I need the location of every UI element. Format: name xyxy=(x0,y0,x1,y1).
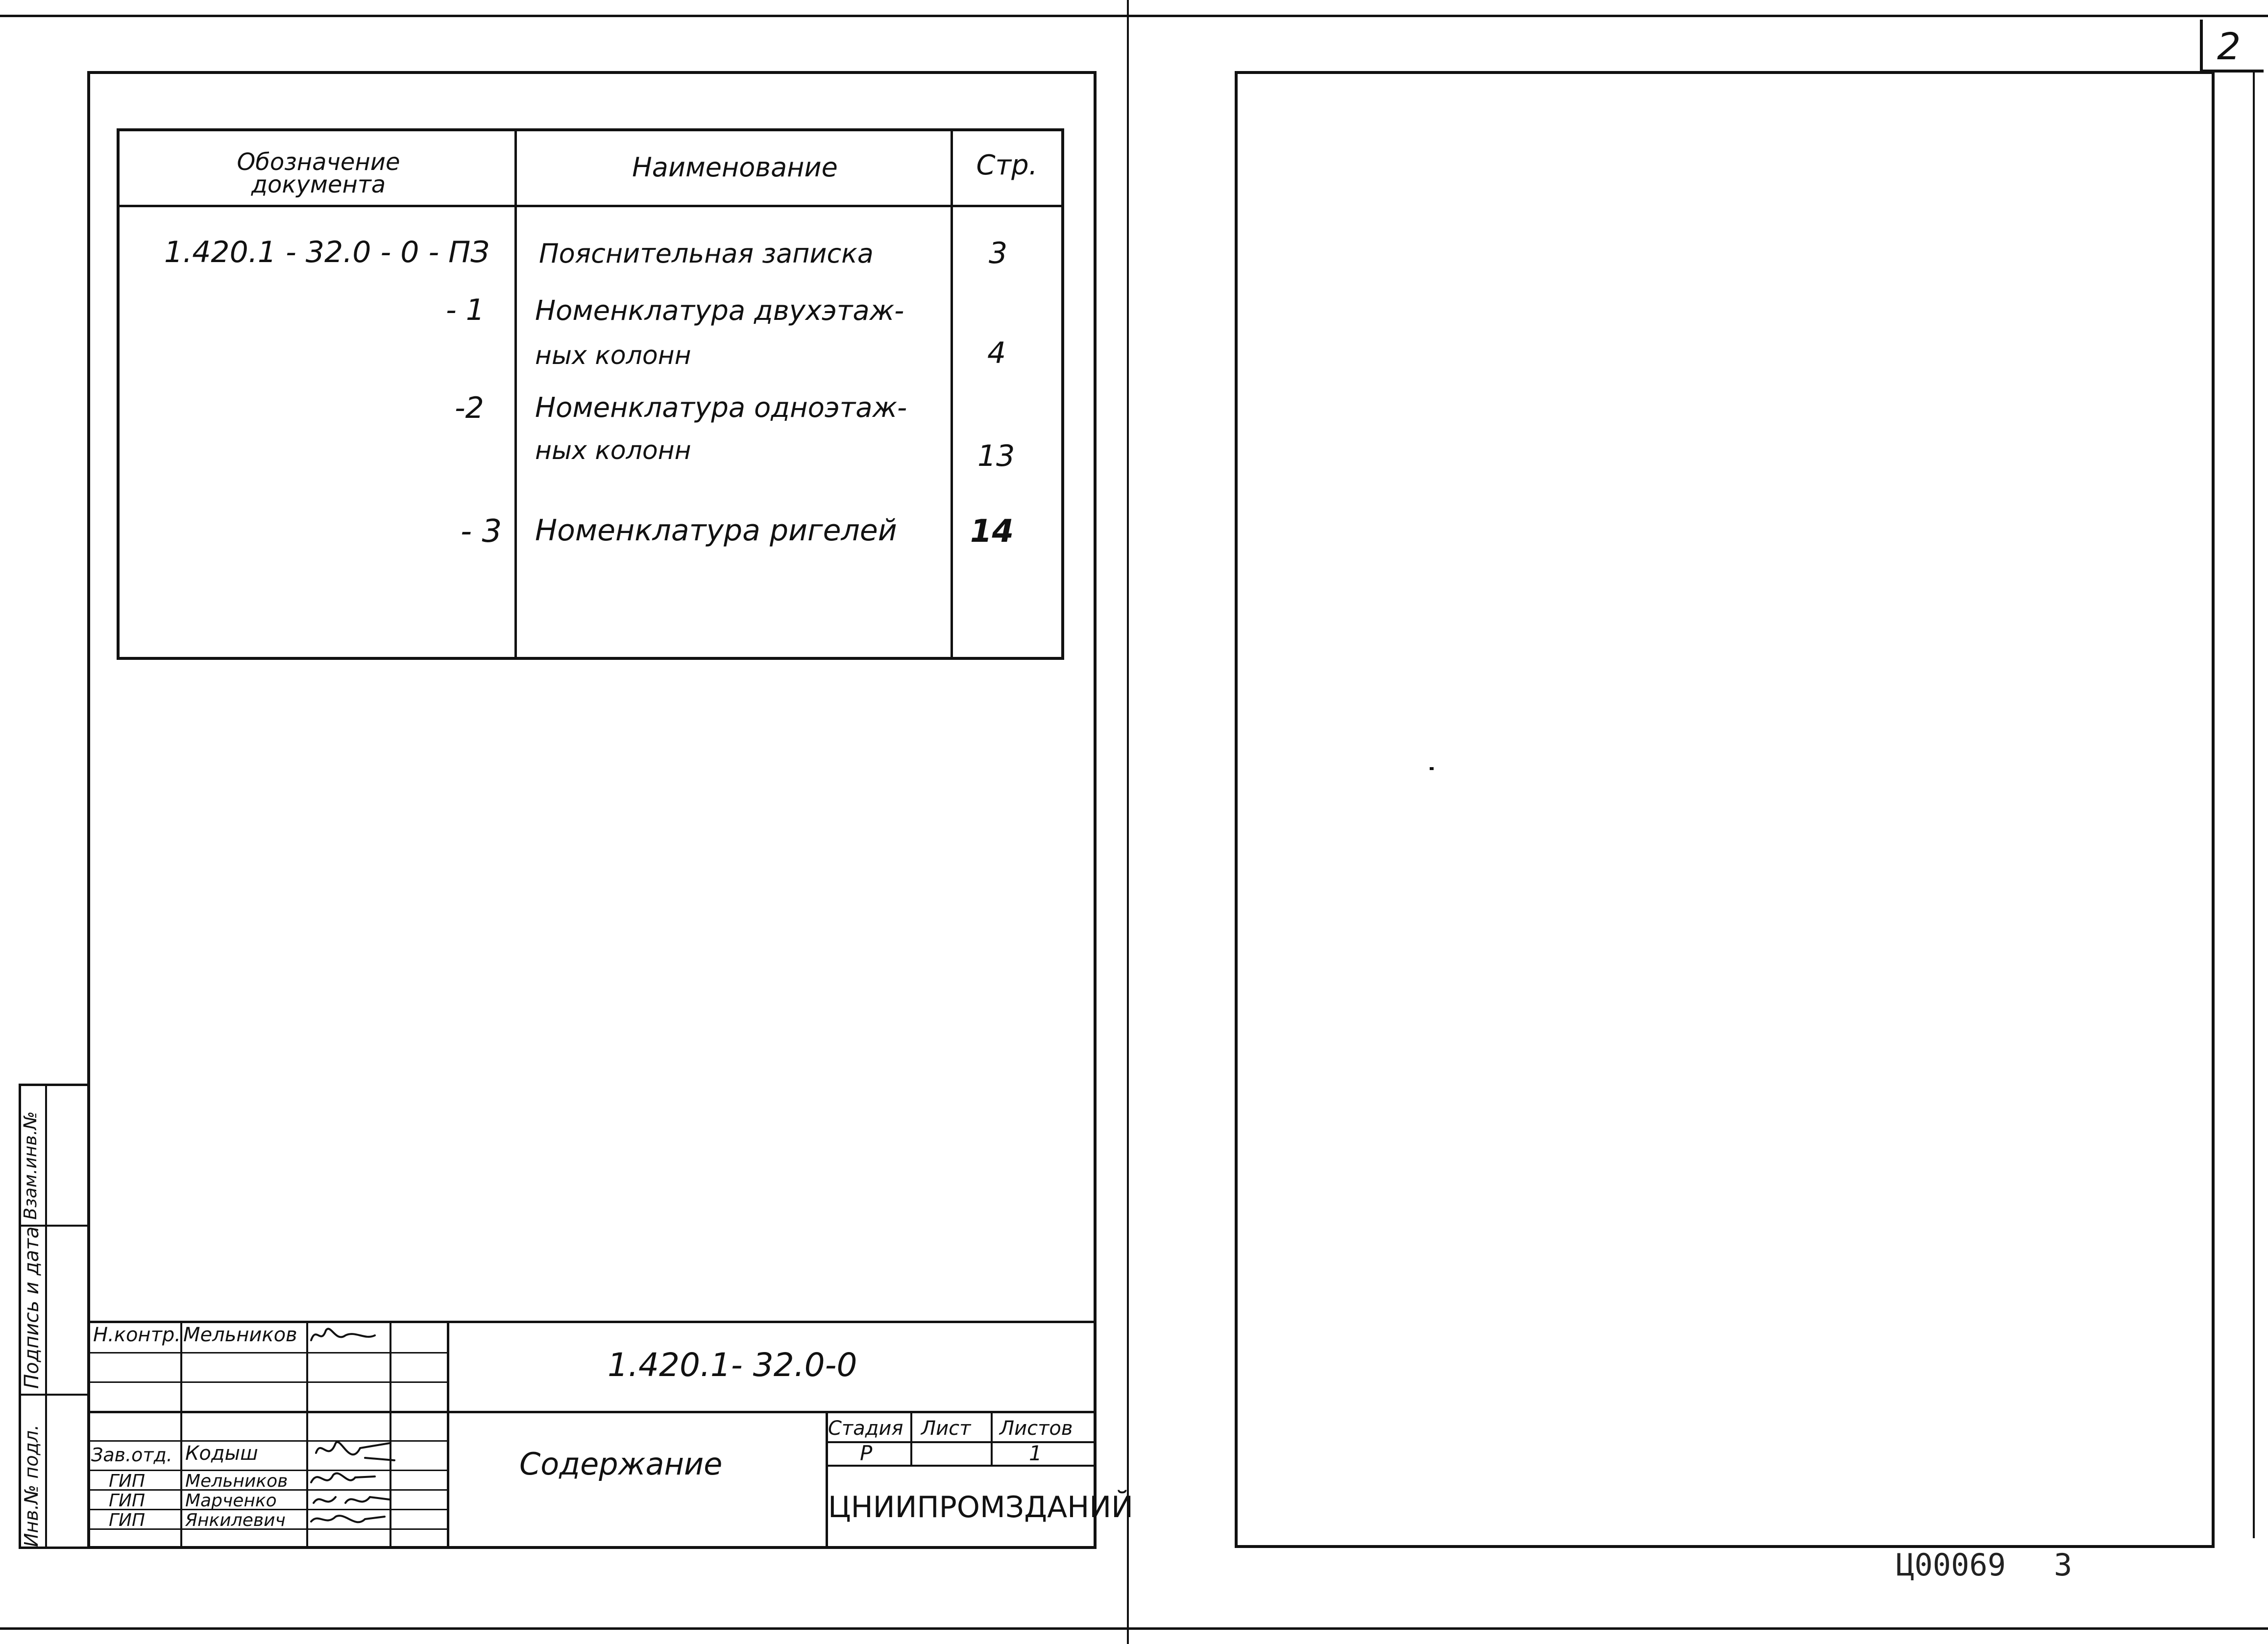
signature-3 xyxy=(311,1474,375,1482)
sheets-value: 1 xyxy=(1029,1441,1042,1465)
stray-dot xyxy=(1430,767,1434,770)
signer-name-3: Мельников xyxy=(185,1471,288,1491)
signature-1 xyxy=(311,1329,375,1340)
row1-code: 1.420.1 - 32.0 - 0 - ПЗ xyxy=(164,235,489,269)
side-stamp-div-2 xyxy=(19,1394,87,1396)
organization-name: ЦНИИПРОМЗДАНИЙ xyxy=(828,1490,1134,1524)
row4-name: Номенклатура ригелей xyxy=(535,513,897,548)
signer-role-4: ГИП xyxy=(109,1491,146,1511)
document-title: Содержание xyxy=(519,1446,723,1482)
row3-name-line2: ных колонн xyxy=(535,436,691,465)
signature-5 xyxy=(311,1516,385,1522)
archive-stamp: Ц00069 xyxy=(1896,1547,2006,1583)
row3-name-line1: Номенклатура одноэтаж- xyxy=(535,392,907,424)
header-designation: Обозначение документа xyxy=(237,148,400,198)
table-col-divider-1 xyxy=(514,128,517,660)
stage-value: Р xyxy=(860,1441,873,1465)
sheets-label: Листов xyxy=(1000,1417,1073,1440)
side-stamp-podpis: Подпись и дата xyxy=(21,1226,43,1389)
side-stamp-inv-zam: Взам.инв.№ xyxy=(21,1111,41,1220)
row2-code: - 1 xyxy=(446,293,485,327)
signer-role-2: Зав.отд. xyxy=(91,1444,172,1466)
side-stamp-inv-podl: Инв.№ подл. xyxy=(21,1424,42,1547)
tb-stage-v2 xyxy=(991,1411,993,1466)
title-block-top xyxy=(87,1321,1097,1323)
stage-label: Стадия xyxy=(828,1417,903,1440)
row2-name-line2: ных колонн xyxy=(535,341,691,370)
archive-page-number: 3 xyxy=(2054,1547,2073,1583)
row1-name: Пояснительная записка xyxy=(539,238,874,269)
top-edge-line xyxy=(0,15,2268,17)
row4-code: - 3 xyxy=(461,513,502,550)
row2-name-line1: Номенклатура двухэтаж- xyxy=(535,295,904,327)
signer-role-1: Н.контр. xyxy=(93,1324,181,1346)
signature-4 xyxy=(314,1497,390,1503)
center-fold-line xyxy=(1127,0,1129,1644)
document-code: 1.420.1- 32.0-0 xyxy=(608,1346,857,1384)
signature-2 xyxy=(316,1442,394,1460)
signer-role-3: ГИП xyxy=(109,1471,146,1491)
row1-page: 3 xyxy=(989,236,1008,270)
right-sheet-outer-edge xyxy=(2253,71,2255,1538)
tb-vert-1 xyxy=(180,1321,182,1549)
signer-name-5: Янкилевич xyxy=(185,1510,286,1530)
header-name: Наименование xyxy=(632,152,838,183)
signer-name-1: Мельников xyxy=(183,1324,297,1346)
table-col-divider-2 xyxy=(951,128,953,660)
sheet-label: Лист xyxy=(921,1417,971,1440)
signer-role-5: ГИП xyxy=(109,1510,146,1530)
row3-page: 13 xyxy=(977,439,1015,473)
bottom-edge-line xyxy=(0,1627,2268,1630)
signer-name-2: Кодыш xyxy=(185,1442,258,1465)
row2-page: 4 xyxy=(987,336,1006,370)
side-stamp-inner-line xyxy=(45,1084,47,1549)
signatures xyxy=(306,1321,448,1549)
row4-page: 14 xyxy=(970,513,1014,550)
right-sheet-frame xyxy=(1235,71,2215,1548)
signer-name-4: Марченко xyxy=(185,1491,277,1511)
title-block-mid xyxy=(87,1411,1097,1413)
table-header-divider xyxy=(117,205,1064,207)
header-page: Стр. xyxy=(976,149,1038,181)
sheet-number: 2 xyxy=(2217,24,2241,68)
tb-stage-v1 xyxy=(910,1411,912,1466)
row3-code: -2 xyxy=(455,391,484,425)
